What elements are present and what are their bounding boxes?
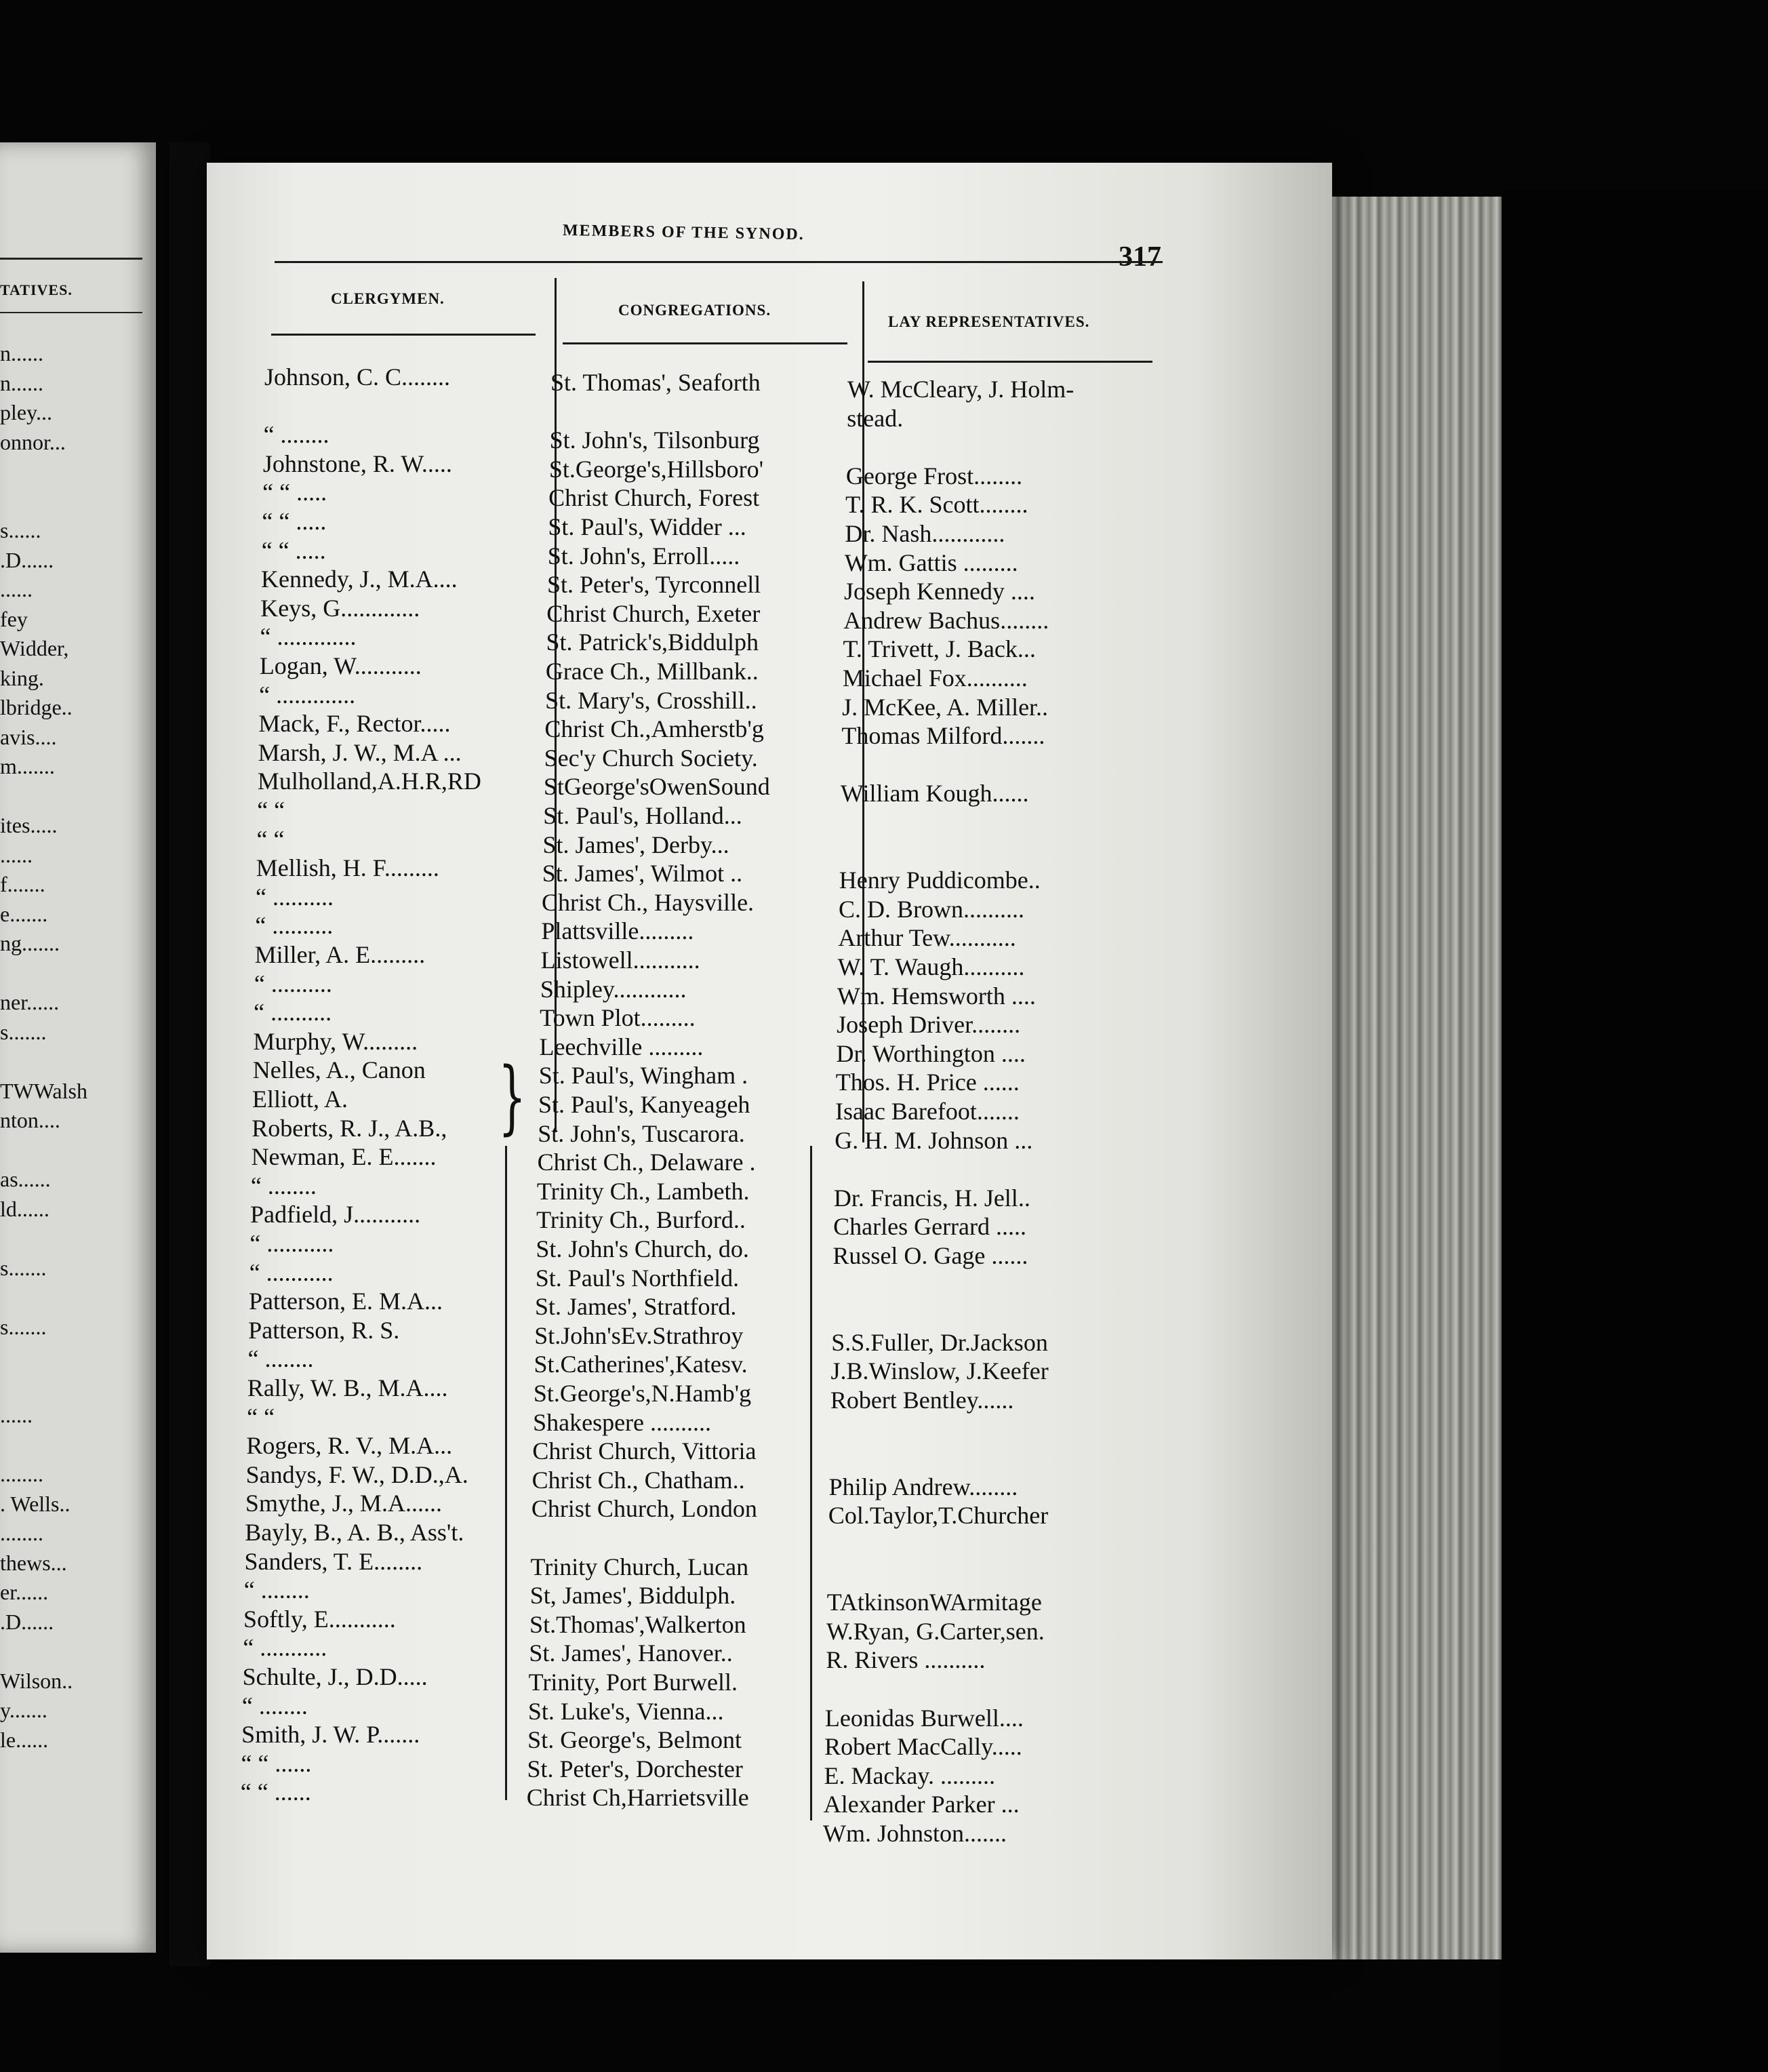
clergyman-name: “ ............. <box>260 623 357 651</box>
column-header-clergymen: CLERGYMEN. <box>331 290 445 307</box>
congregation-name: St. Mary's, Crosshill.. <box>545 686 757 714</box>
left-page-line: s...... <box>0 518 41 542</box>
clergyman-name: “ “ ...... <box>240 1778 311 1806</box>
lay-representative-name: T. Trivett, J. Back... <box>843 635 1036 663</box>
lay-representative-name: Michael Fox.......... <box>842 664 1028 692</box>
left-page-line: Widder, <box>0 636 69 660</box>
clergyman-name: Kennedy, J., M.A.... <box>260 565 458 593</box>
clergyman-name: “ ........... <box>249 1230 334 1257</box>
lay-representative-name: Joseph Kennedy .... <box>843 578 1035 605</box>
clergyman-name: “ “ <box>247 1403 275 1431</box>
clergyman-name: Padfield, J........... <box>250 1201 421 1229</box>
congregation-name: Shakespere .......... <box>533 1408 712 1436</box>
clergyman-name: “ “ ...... <box>241 1749 312 1777</box>
lay-representative-name: W.Ryan, G.Carter,sen. <box>826 1617 1045 1645</box>
lay-representative-name: W. T. Waugh.......... <box>837 953 1025 980</box>
left-page-line: le...... <box>0 1727 49 1752</box>
left-page-line <box>0 457 156 487</box>
clergyman-name: Keys, G............. <box>260 594 420 622</box>
congregation-name: Grace Ch., Millbank.. <box>545 658 759 685</box>
left-page-line: avis.... <box>0 724 57 749</box>
clergyman-name: “ “ ..... <box>261 536 326 564</box>
left-page-line: .D...... <box>0 547 54 572</box>
congregation-name: St. John's, Erroll..... <box>547 542 740 570</box>
left-page-line: TWWalsh <box>0 1078 87 1103</box>
congregation-name: Christ Church, Vittoria <box>532 1437 757 1465</box>
left-page-line: pley... <box>0 400 53 424</box>
left-page-line: .D...... <box>0 1609 54 1634</box>
left-page-line: fey <box>0 606 28 631</box>
congregation-name: Trinity Ch., Lambeth. <box>536 1177 750 1205</box>
clergyman-name: Patterson, R. S. <box>248 1316 400 1344</box>
congregation-name: Trinity, Port Burwell. <box>528 1669 738 1696</box>
congregation-name: St. Patrick's,Biddulph <box>546 629 759 656</box>
congregation-name: St. Paul's Northfield. <box>535 1264 740 1292</box>
left-page-line: e....... <box>0 901 48 926</box>
left-page-line: er...... <box>0 1580 49 1604</box>
clergyman-name: Marsh, J. W., M.A ... <box>258 738 462 766</box>
left-column-header: TATIVES. <box>0 281 73 298</box>
left-page-line: n...... <box>0 370 43 395</box>
congregation-name: St. Paul's, Holland... <box>543 802 742 829</box>
left-page-line: n...... <box>0 341 43 365</box>
congregation-name: Christ Ch,Harrietsville <box>526 1784 749 1812</box>
clergyman-name: Logan, W........... <box>259 652 422 679</box>
clergyman-name: Johnstone, R. W..... <box>262 450 452 477</box>
left-page-line: as...... <box>0 1167 51 1191</box>
lay-representative-name: Dr. Nash............ <box>845 520 1005 547</box>
clergyman-name: Sandys, F. W., D.D.,A. <box>245 1460 468 1488</box>
clergyman-name: “ “ <box>256 825 285 853</box>
left-page-line: Wilson.. <box>0 1668 73 1693</box>
clergyman-name: “ ........... <box>249 1258 334 1286</box>
clergyman-name: Mulholland,A.H.R,RD <box>257 768 481 795</box>
left-page-line: ...... <box>0 1403 33 1427</box>
clergyman-name: “ ........ <box>250 1172 317 1199</box>
left-header-rule <box>0 312 142 313</box>
lay-representative-name: Robert MacCally..... <box>824 1733 1022 1761</box>
left-page-line: king. <box>0 665 44 690</box>
clergyman-name: Nelles, A., Canon <box>252 1056 426 1084</box>
left-page-line: s....... <box>0 1314 47 1339</box>
congregation-name: St. James', Wilmot .. <box>542 860 743 888</box>
congregation-name: Christ Church, London <box>531 1495 757 1523</box>
left-top-rule <box>0 258 142 260</box>
lay-representative-name: W. McCleary, J. Holm- <box>847 376 1074 403</box>
congregation-name: St.Catherines',Katesv. <box>534 1351 748 1378</box>
lay-representative-name: S.S.Fuller, Dr.Jackson <box>831 1328 1048 1356</box>
lay-representative-name: George Frost........ <box>845 462 1023 490</box>
clergyman-name: Softly, E........... <box>243 1605 396 1633</box>
congregation-name: St. Peter's, Dorchester <box>527 1755 743 1782</box>
lay-representative-name: William Kough...... <box>840 780 1029 808</box>
congregation-name: Christ Church, Forest <box>548 484 760 512</box>
column-header-congregations: CONGREGATIONS. <box>618 302 771 319</box>
clergyman-name: “ “ <box>257 797 285 824</box>
clergyman-name: Smythe, J., M.A...... <box>245 1490 442 1517</box>
left-page-line: ner...... <box>0 990 60 1014</box>
left-page-line: f....... <box>0 872 45 896</box>
lay-representative-name: Thomas Milford....... <box>841 722 1045 750</box>
clergyman-name: “ ............. <box>259 681 356 709</box>
left-page-line: s....... <box>0 1255 47 1280</box>
left-page-line <box>0 487 156 517</box>
left-page-line: y....... <box>0 1698 47 1722</box>
left-page-line <box>0 959 156 989</box>
congregation-name: St, James', Biddulph. <box>529 1582 736 1610</box>
column-header-lay-representatives: LAY REPRESENTATIVES. <box>888 313 1090 330</box>
lay-representative-name: stead. <box>847 404 904 432</box>
left-page-line <box>0 1283 156 1313</box>
lay-representative-name: T. R. K. Scott........ <box>845 491 1028 519</box>
clergyman-name: Rogers, R. V., M.A... <box>246 1432 453 1460</box>
header-rule-congregations <box>563 342 847 344</box>
congregation-name: St. Peter's, Tyrconnell <box>546 571 761 599</box>
left-page-line: ........ <box>0 1521 43 1545</box>
congregation-name: St. Luke's, Vienna... <box>527 1697 724 1725</box>
clergyman-name: “ “ ..... <box>262 479 327 506</box>
congregation-name: St. James', Stratford. <box>534 1293 737 1321</box>
left-page-line <box>0 782 156 812</box>
bracket-brace: } <box>498 1050 527 1143</box>
congregation-name: Christ Ch., Haysville. <box>542 888 755 916</box>
left-page-line <box>0 1637 156 1667</box>
congregation-name: St. John's, Tilsonburg <box>549 426 760 454</box>
lay-representative-name: Charles Gerrard ..... <box>833 1213 1027 1241</box>
lay-representative-name: Joseph Driver........ <box>837 1011 1021 1039</box>
lay-representative-name: J.B.Winslow, J.Keefer <box>830 1357 1049 1385</box>
congregation-name: St. James', Hanover.. <box>529 1639 733 1667</box>
congregation-name: St.John'sEv.Strathroy <box>534 1321 744 1349</box>
congregation-name: St. Paul's, Widder ... <box>548 513 746 540</box>
left-page-lines <box>0 339 156 1755</box>
clergyman-name: “ “ ..... <box>262 508 327 535</box>
header-rule-lay <box>868 361 1152 363</box>
congregation-name: Town Plot......... <box>540 1004 696 1032</box>
top-rule <box>275 261 1163 263</box>
left-page-line <box>0 1431 156 1460</box>
left-page-line <box>0 1136 156 1166</box>
running-title: MEMBERS OF THE SYNOD. <box>562 221 805 244</box>
book-gutter <box>169 142 210 1966</box>
clergyman-name: “ ........ <box>263 421 329 449</box>
congregation-name: St.Thomas',Walkerton <box>529 1610 746 1638</box>
clergyman-name: Johnson, C. C........ <box>264 363 451 391</box>
clergyman-name: “ ........ <box>247 1345 314 1373</box>
left-page-line: s....... <box>0 1019 47 1044</box>
clergyman-name: Elliott, A. <box>252 1085 348 1113</box>
congregation-name: St. James', Derby... <box>542 831 729 858</box>
header-rule-clergy <box>271 334 536 336</box>
congregation-name: St. Thomas', Seaforth <box>550 369 761 396</box>
left-page-line: ...... <box>0 842 33 867</box>
lay-representative-name: Leonidas Burwell.... <box>824 1704 1024 1732</box>
congregation-name: StGeorge'sOwenSound <box>543 773 770 801</box>
left-page-line: ng....... <box>0 931 60 955</box>
lay-representative-name: Wm. Johnston....... <box>823 1820 1007 1847</box>
congregation-name: Plattsville......... <box>541 917 694 945</box>
congregation-name: St. John's Church, do. <box>536 1235 749 1262</box>
congregation-name: Shipley............ <box>540 975 687 1003</box>
congregation-name: St. Paul's, Kanyeageh <box>538 1091 750 1118</box>
lay-representative-name: Col.Taylor,T.Churcher <box>828 1502 1049 1530</box>
lay-representative-name: Alexander Parker ... <box>823 1791 1020 1818</box>
left-page-line: m....... <box>0 754 55 778</box>
congregation-name: St.George's,Hillsboro' <box>548 455 764 483</box>
congregation-name: St.George's,N.Hamb'g <box>533 1380 752 1407</box>
lay-representative-name: Henry Puddicombe.. <box>839 866 1041 894</box>
clergyman-name: “ .......... <box>254 999 332 1027</box>
clergyman-name: Patterson, E. M.A... <box>248 1288 443 1315</box>
lay-representative-name: Wm. Gattis ......... <box>844 549 1018 576</box>
clergyman-name: Mack, F., Rector..... <box>258 710 451 738</box>
left-page-line: ld...... <box>0 1196 49 1221</box>
lay-representative-name: R. Rivers .......... <box>826 1646 986 1674</box>
lay-representative-name: Isaac Barefoot....... <box>835 1098 1020 1125</box>
clergyman-name: Murphy, W......... <box>253 1027 418 1055</box>
congregation-name: Christ Ch., Delaware . <box>537 1149 756 1176</box>
clergyman-name: “ .......... <box>256 883 334 911</box>
left-page-line: . Wells.. <box>0 1491 71 1516</box>
background-shadow <box>1502 190 1768 2072</box>
left-page-fragment <box>0 142 156 1953</box>
left-page-line: ites..... <box>0 813 58 837</box>
lay-representative-name: J. McKee, A. Miller.. <box>842 693 1049 721</box>
congregation-name: St. John's, Tuscarora. <box>538 1119 745 1147</box>
lay-representative-name: Thos. H. Price ...... <box>835 1069 1020 1096</box>
lay-representative-name: Robert Bentley...... <box>830 1387 1014 1414</box>
clergyman-name: Newman, E. E....... <box>251 1143 437 1171</box>
clergyman-name: “ ........... <box>243 1634 327 1662</box>
page-edges <box>1329 197 1505 1959</box>
left-page-line: ........ <box>0 1462 43 1486</box>
left-page-line: onnor... <box>0 429 66 454</box>
left-page-line: nton.... <box>0 1108 60 1132</box>
lay-representative-name: Philip Andrew........ <box>828 1473 1018 1500</box>
congregation-name: Christ Ch.,Amherstb'g <box>544 715 764 743</box>
clergyman-name: Smith, J. W. P....... <box>241 1721 420 1749</box>
lay-representative-name: C. D. Brown.......... <box>839 895 1025 923</box>
left-page-line <box>0 1372 156 1401</box>
left-page-line <box>0 1342 156 1372</box>
lay-representative-name: TAtkinsonWArmitage <box>826 1589 1042 1616</box>
clergyman-name: Miller, A. E......... <box>254 941 426 968</box>
congregation-name: Trinity Ch., Burford.. <box>536 1206 746 1234</box>
congregation-name: Sec'y Church Society. <box>544 744 758 772</box>
lay-representative-name: Dr. Worthington .... <box>836 1039 1026 1067</box>
congregation-name: St. Paul's, Wingham . <box>538 1062 748 1090</box>
lay-representative-name: Dr. Francis, H. Jell.. <box>833 1184 1030 1212</box>
clergyman-name: “ .......... <box>255 912 334 940</box>
clergyman-name: Schulte, J., D.D..... <box>242 1663 428 1690</box>
lay-representative-name: Andrew Bachus........ <box>843 606 1049 634</box>
clergyman-name: “ ........ <box>243 1576 310 1604</box>
left-page-line: thews... <box>0 1550 67 1575</box>
clergyman-name: Bayly, B., A. B., Ass't. <box>245 1519 464 1546</box>
lay-representative-name: E. Mackay. ......... <box>824 1761 996 1789</box>
congregation-name: Trinity Church, Lucan <box>530 1553 749 1580</box>
left-page-line: ...... <box>0 577 33 601</box>
left-page-line: lbridge.. <box>0 695 73 719</box>
clergyman-name: Sanders, T. E........ <box>244 1547 423 1575</box>
congregation-name: St. George's, Belmont <box>527 1726 742 1754</box>
congregation-name: Listowell........... <box>540 947 700 974</box>
left-page-line <box>0 1224 156 1254</box>
page-number: 317 <box>1119 241 1161 273</box>
lay-representative-name: Arthur Tew........... <box>838 924 1016 952</box>
congregation-name: Leechville ......... <box>539 1033 704 1060</box>
clergyman-name: Roberts, R. J., A.B., <box>252 1114 447 1142</box>
left-page-line <box>0 1047 156 1077</box>
clergyman-name: Rally, W. B., M.A.... <box>247 1374 448 1401</box>
clergyman-name: “ .......... <box>254 970 332 997</box>
congregation-name: Christ Church, Exeter <box>546 599 761 627</box>
lay-representative-name: Wm. Hemsworth .... <box>837 982 1036 1010</box>
congregation-name: Christ Ch., Chatham.. <box>531 1466 745 1494</box>
lay-representative-name: Russel O. Gage ...... <box>832 1242 1028 1269</box>
lay-representative-name: G. H. M. Johnson ... <box>835 1126 1033 1154</box>
clergyman-name: Mellish, H. F......... <box>256 854 439 882</box>
clergyman-name: “ ........ <box>241 1692 308 1719</box>
